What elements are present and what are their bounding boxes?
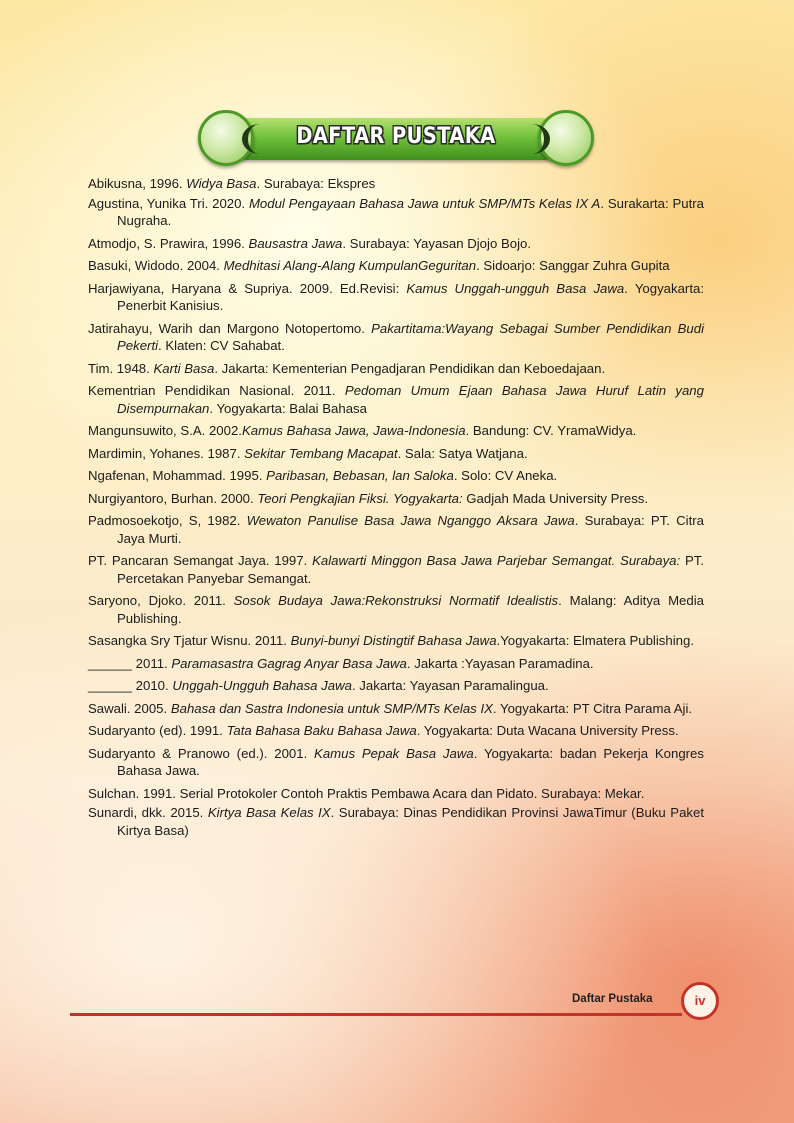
reference-text: Atmodjo, S. Prawira, 1996. [88, 235, 249, 251]
reference-text: Sudaryanto & Pranowo (ed.). 2001. [88, 745, 315, 761]
reference-entry [88, 700, 704, 718]
reference-title: Paramasastra Gagrag Anyar Basa Jawa [171, 655, 407, 671]
reference-text: Harjawiyana, Haryana & Supriya. 2009. Ed.Revisi: [88, 280, 407, 296]
reference-text: Ngafenan, Mohammad. 1995. [88, 468, 267, 483]
reference-text: Sasangka Sry Tjatur Wisnu. 2011. [88, 633, 291, 648]
reference-title: Widya Basa [186, 176, 257, 191]
page-title: DAFTAR PUSTAKA [296, 124, 496, 149]
reference-entry [88, 382, 704, 417]
reference-entry [88, 804, 704, 839]
reference-text: Sunardi, dkk. 2015. [88, 805, 208, 820]
reference-text: Mardimin, Yohanes. 1987. [88, 445, 245, 461]
reference-text: Sulchan. 1991. Serial Protokoler Contoh Praktis Pembawa Acara dan Pidato. Surabaya: Mekar. [88, 785, 645, 801]
reference-entry [88, 552, 704, 587]
reference-text: Agustina, Yunika Tri. 2020. [88, 195, 249, 211]
reference-entry [88, 512, 704, 547]
reference-entry [88, 422, 704, 440]
reference-title: Modul Pengayaan Bahasa Jawa untuk SMP/MTs Kelas IX A [248, 195, 601, 211]
reference-text: . Sidoarjo: Sanggar Zuhra Gupita [476, 258, 670, 273]
reference-text: . Surabaya: PT. Citra Jaya Murti. [117, 513, 704, 546]
reference-text: . Yogyakarta: Balai Bahasa [209, 400, 367, 416]
reference-text: . Surakarta: Putra Nugraha. [117, 195, 705, 228]
reference-text: ______ 2010. [88, 678, 173, 693]
reference-title: Teori Pengkajian Fiksi. Yogyakarta: [257, 490, 463, 506]
reference-text: . Jakarta: Kementerian Pengadjaran Pendidikan dan Keboedajaan. [214, 360, 606, 376]
reference-text: Basuki, Widodo. 2004. [88, 258, 224, 273]
reference-text: Sudaryanto (ed). 1991. [88, 723, 227, 738]
reference-text: . Yogyakarta: Duta Wacana University Press. [416, 723, 679, 738]
reference-entry [88, 785, 704, 803]
reference-text: . Solo: CV Aneka. [453, 468, 558, 483]
reference-title: Kirtya Basa Kelas IX [207, 805, 331, 820]
reference-text: . Surabaya: Yayasan Djojo Bojo. [342, 235, 532, 251]
reference-title: Bausastra Jawa [248, 235, 343, 251]
reference-entry [88, 592, 704, 627]
reference-entry [88, 195, 704, 230]
reference-text: . Yogyakarta: Penerbit Kanisius. [117, 280, 704, 313]
reference-title: Pedoman Umum Ejaan Bahasa Jawa Huruf Latin yang Disempurnakan [117, 383, 704, 416]
reference-title: Kamus Bahasa Jawa, Jawa-Indonesia [241, 423, 466, 438]
reference-text: Nurgiyantoro, Burhan. 2000. [88, 490, 258, 506]
reference-title: Tata Bahasa Baku Bahasa Jawa [226, 723, 417, 738]
reference-entry [88, 175, 704, 193]
reference-text: Saryono, Djoko. 2011. [88, 593, 234, 608]
reference-text: .Yogyakarta: Elmatera Publishing. [496, 633, 694, 648]
reference-text: PT. Percetakan Panyebar Semangat. [117, 553, 705, 586]
reference-text: PT. Pancaran Semangat Jaya. 1997. [88, 553, 313, 568]
reference-text: . Jakarta: Yayasan Paramalingua. [351, 678, 549, 693]
reference-text: Jatirahayu, Warih dan Margono Notopertomo. [88, 320, 372, 336]
reference-title: Unggah-Ungguh Bahasa Jawa [172, 678, 352, 693]
page-number-badge: iv [681, 982, 719, 1020]
title-banner [198, 110, 594, 168]
reference-text: . Bandung: CV. YramaWidya. [465, 423, 637, 438]
reference-title: Medhitasi Alang-Alang KumpulanGeguritan [223, 258, 477, 273]
reference-text: . Jakarta :Yayasan Paramadina. [406, 655, 594, 671]
reference-text: Sawali. 2005. [88, 700, 171, 716]
reference-text: . Malang: Aditya Media Publishing. [117, 593, 704, 626]
reference-entry [88, 467, 704, 485]
reference-entry [88, 722, 704, 740]
reference-entry [88, 280, 704, 315]
reference-entry [88, 257, 704, 275]
reference-title: Bahasa dan Sastra Indonesia untuk SMP/MTs Kelas IX [170, 700, 493, 716]
reference-text: . Sala: Satya Watjana. [397, 445, 528, 461]
reference-title: Karti Basa [153, 360, 215, 376]
footer-label: Daftar Pustaka [572, 993, 653, 1005]
reference-title: Pakartitama:Wayang Sebagai Sumber Pendidikan Budi Pekerti [117, 320, 704, 353]
reference-list [88, 175, 704, 844]
reference-entry [88, 360, 704, 378]
reference-text: Padmosoekotjo, S, 1982. [88, 513, 247, 528]
reference-text: Tim. 1948. [88, 360, 154, 376]
reference-entry [88, 745, 704, 780]
reference-title: Bunyi-bunyi Distingtif Bahasa Jawa [290, 633, 497, 648]
reference-title: Kamus Pepak Basa Jawa [314, 745, 474, 761]
reference-text: Kementrian Pendidikan Nasional. 2011. [88, 383, 345, 398]
reference-text: . Surabaya: Dinas Pendidikan Provinsi JawaTimur (Buku Paket Kirtya Basa) [117, 805, 704, 838]
reference-entry [88, 677, 704, 695]
reference-text: Gadjah Mada University Press. [462, 490, 649, 506]
reference-entry [88, 632, 704, 650]
footer-divider [70, 1013, 682, 1016]
reference-text: . Yogyakarta: PT Citra Parama Aji. [492, 700, 693, 716]
reference-title: Sekitar Tembang Macapat [244, 445, 398, 461]
reference-title: Wewaton Panulise Basa Jawa Nganggo Aksara Jawa [246, 513, 575, 528]
reference-title: Sosok Budaya Jawa:Rekonstruksi Normatif Idealistis [233, 593, 559, 608]
reference-title: Kalawarti Minggon Basa Jawa Parjebar Semangat. Surabaya: [312, 553, 681, 568]
reference-entry [88, 320, 704, 355]
reference-text: Mangunsuwito, S.A. 2002. [88, 423, 242, 438]
reference-title: Paribasan, Bebasan, lan Saloka [266, 468, 454, 483]
reference-entry [88, 235, 704, 253]
reference-entry [88, 445, 704, 463]
reference-title: Kamus Unggah-ungguh Basa Jawa [406, 280, 625, 296]
reference-text: . Yogyakarta: badan Pekerja Kongres Bahasa Jawa. [117, 745, 704, 778]
reference-text: . Klaten: CV Sahabat. [158, 338, 285, 353]
reference-text: . Surabaya: Ekspres [256, 176, 376, 191]
reference-text: Abikusna, 1996. [88, 176, 187, 191]
reference-text: ______ 2011. [88, 655, 172, 671]
reference-entry [88, 490, 704, 508]
reference-entry [88, 655, 704, 673]
